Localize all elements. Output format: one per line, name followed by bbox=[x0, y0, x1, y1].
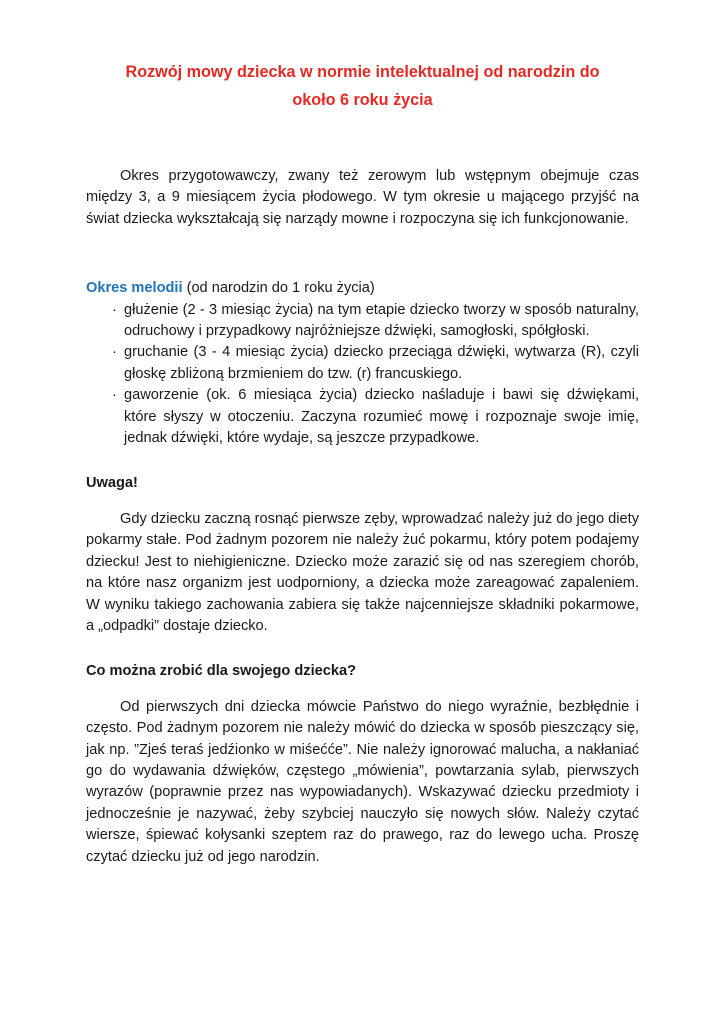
advice-paragraph: Od pierwszych dni dziecka mówcie Państwo do niego wyraźnie, bezbłędnie i często. Pod żadnym pozorem nie należy mówić do dziecka w sposób pieszczący się, jak np. ”Zjeś teraś jedźionko w miśećće”. Nie należy ignorować malucha, a nakłaniać go do wydawania dźwięków, częstego „mówienia”, powtarzania sylab, pierwszych wyrazów (poprawnie przez nas wypowiadanych). Wskazywać dziecku przedmioty i jednocześnie je nazywać, żeby szybciej nauczyło się nowych słów. Należy czytać wiersze, śpiewać kołysanki szeptem raz do prawego, raz do lewego ucha. Proszę czytać dziecku już od jego narodzin. bbox=[86, 698, 639, 865]
intro-paragraph: Okres przygotowawczy, zwany też zerowym lub wstępnym obejmuje czas między 3, a 9 miesiącem życia płodowego. W tym okresie u mającego przyjść na świat dziecka wykształcają się narządy mowne i rozpoczyna się ich funkcjonowanie. bbox=[86, 168, 639, 227]
advice-heading: Co można zrobić dla swojego dziecka? bbox=[86, 663, 357, 680]
melody-item-text: głużenie (2 - 3 miesiąc życia) na tym etapie dziecko tworzy w sposób naturalny, odruchowy i przypadkowy najróżniejsze dźwięki, samogłoski, spółgłoski. bbox=[124, 301, 639, 340]
title-line-1: Rozwój mowy dziecka w normie intelektualnej od narodzin do bbox=[125, 63, 600, 81]
list-item bbox=[86, 342, 639, 385]
document-page bbox=[86, 58, 639, 868]
list-item bbox=[86, 385, 639, 449]
melody-heading bbox=[86, 278, 639, 299]
bullet-dot: · bbox=[112, 301, 117, 318]
melody-item-text: gaworzenie (ok. 6 miesiąca życia) dziecko naśladuje i bawi się dźwiękami, które słyszy w otoczeniu. Zaczyna rozumieć mowę i rozpoznaje swoje imię, jednak dźwięki, które wydaje, są jeszcze przypadkowe. bbox=[124, 387, 639, 447]
title-line-2: około 6 roku życia bbox=[292, 91, 433, 109]
warning-heading: Uwaga! bbox=[86, 475, 138, 492]
list-item bbox=[86, 300, 639, 343]
melody-label: Okres melodii bbox=[86, 280, 183, 297]
bullet-dot: · bbox=[112, 387, 117, 404]
melody-section bbox=[86, 278, 639, 449]
bullet-dot: · bbox=[112, 344, 117, 361]
melody-stage-list bbox=[86, 300, 639, 450]
document-title bbox=[86, 58, 639, 114]
melody-range: (od narodzin do 1 roku życia) bbox=[182, 280, 375, 297]
melody-item-text: gruchanie (3 - 4 miesiąc życia) dziecko przeciąga dźwięki, wytwarza (R), czyli głoskę zbliżoną brzmieniem do tzw. (r) francuskiego. bbox=[124, 344, 639, 382]
warning-paragraph: Gdy dziecku zaczną rosnąć pierwsze zęby, wprowadzać należy już do jego diety pokarmy stałe. Pod żadnym pozorem nie należy żuć pokarmu, który potem podajemy dziecku! Jest to niehigieniczne. Dziecko może zarazić się od nas szeregiem chorób, na które nasz organizm jest uodporniony, a dziecka może zareagować zapaleniem. W wyniku takiego zachowania zabiera się także najcenniejsze składniki pokarmowe, a „odpadki” dostaje dziecko. bbox=[86, 510, 639, 634]
